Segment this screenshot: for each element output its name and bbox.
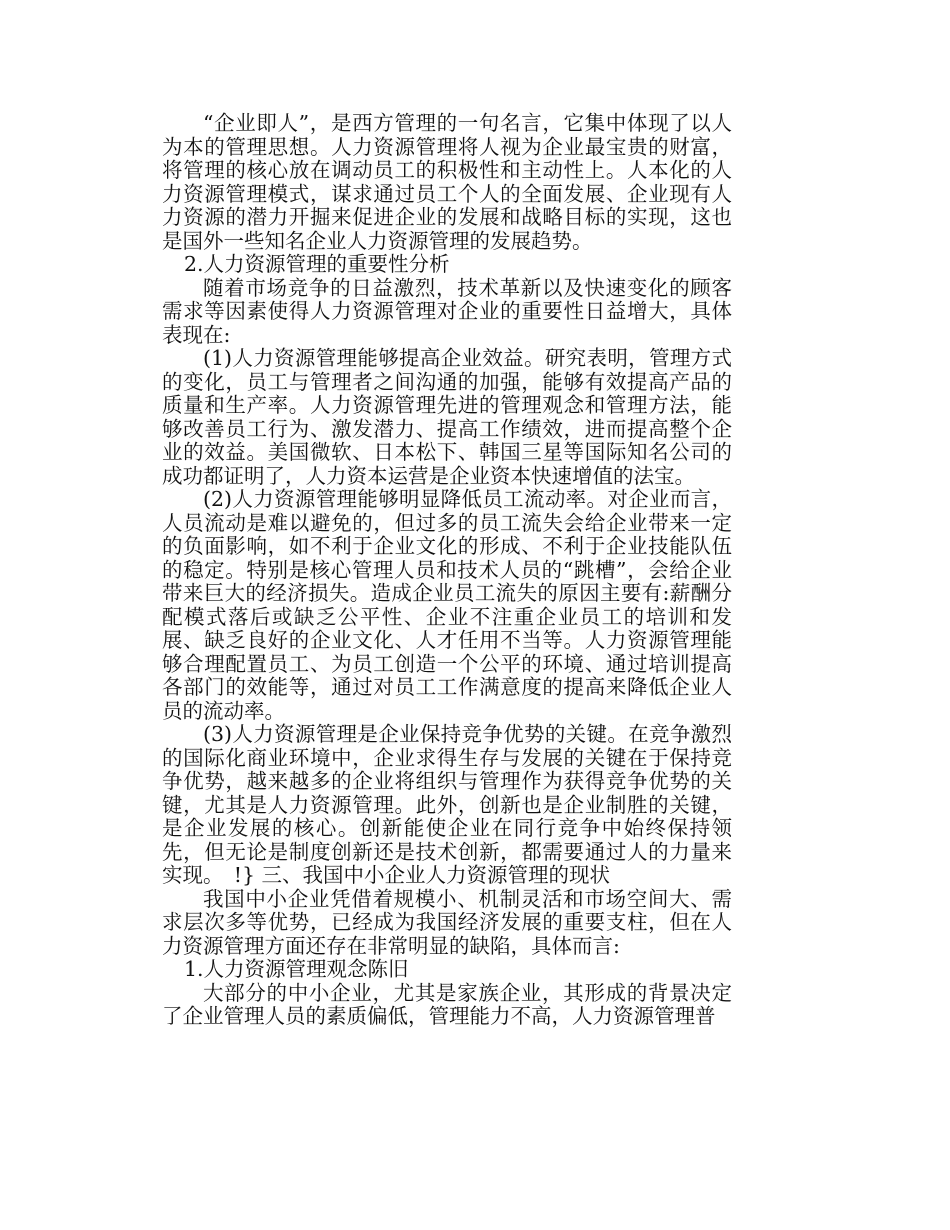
heading-outdated-concepts: 1.人力资源管理观念陈旧	[184, 957, 409, 981]
paragraph-importance-intro: 随着市场竞争的日益激烈，技术革新以及快速变化的顾客需求等因素使得人力资源管理对企业的重要性日益增大，具体表现在:	[162, 275, 732, 347]
paragraph-family-enterprises: 大部分的中小企业，尤其是家族企业，其形成的背景决定了企业管理人员的素质偏低，管理能力不高，人力资源管理普	[162, 980, 732, 1028]
paragraph-point-2: (2)人力资源管理能够明显降低员工流动率。对企业而言，人员流动是难以避免的，但过多的员工流失会给企业带来一定的负面影响，如不利于企业文化的形成、不利于企业技能队伍的稳定。特别是核心管理人员和技术人员的“跳槽”，会给企业带来巨大的经济损失。造成企业员工流失的原因主要有:薪酬分配模式落后或缺乏公平性、企业不注重企业员工的培训和发展、缺乏良好的企业文化、人才任用不当等。人力资源管理能够合理配置员工、为员工创造一个公平的环境、通过培训提高各部门的效能等，通过对员工工作满意度的提高来降低企业人员的流动率。	[162, 487, 732, 723]
paragraph-sme-status: 我国中小企业凭借着规模小、机制灵活和市场空间大、需求层次多等优势，已经成为我国经济发展的重要支柱，但在人力资源管理方面还存在非常明显的缺陷，具体而言:	[162, 886, 732, 958]
paragraph-enterprise-is-people: “企业即人”，是西方管理的一句名言，它集中体现了以人为本的管理思想。人力资源管理将人视为企业最宝贵的财富，将管理的核心放在调动员工的积极性和主动性上。人本化的人力资源管理模式，谋求通过员工个人的全面发展、企业现有人力资源的潜力开掘来促进企业的发展和战略目标的实现，这也是国外一些知名企业人力资源管理的发展趋势。	[162, 111, 732, 253]
paragraph-point-3: (3)人力资源管理是企业保持竞争优势的关键。在竞争激烈的国际化商业环境中，企业求得生存与发展的关键在于保持竞争优势，越来越多的企业将组织与管理作为获得竞争优势的关键，尤其是人力资源管理。此外，创新也是企业制胜的关键，是企业发展的核心。创新能使企业在同行竞争中始终保持领先，但无论是制度创新还是技术创新，都需要通过人的力量来实现。 !} 三、我国中小企业人力资源管理的现状	[162, 722, 732, 887]
paragraph-point-1: (1)人力资源管理能够提高企业效益。研究表明，管理方式的变化，员工与管理者之间沟通的加强，能够有效提高产品的质量和生产率。人力资源管理先进的管理观念和管理方法，能够改善员工行为、激发潜力、提高工作绩效，进而提高整个企业的效益。美国微软、日本松下、韩国三星等国际知名公司的成功都证明了，人力资本运营是企业资本快速增值的法宝。	[162, 346, 732, 488]
heading-importance-analysis: 2.人力资源管理的重要性分析	[184, 252, 450, 276]
document-body	[162, 112, 732, 1029]
